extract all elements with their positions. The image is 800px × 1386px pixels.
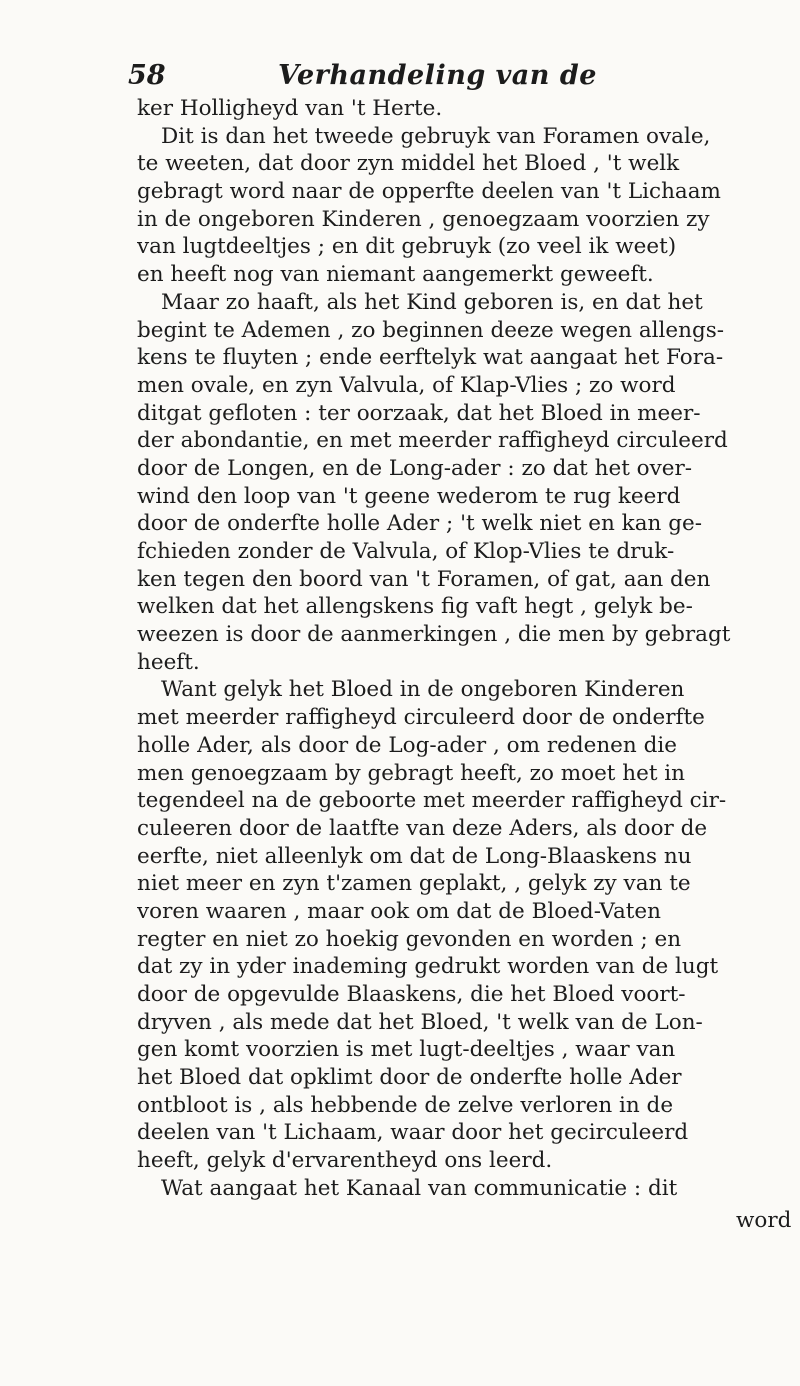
text-line: te weeten, dat door zyn middel het Bloed , 't welk bbox=[137, 151, 680, 177]
text-line: van lugtdeeltjes ; en dit gebruyk (zo veel ik weet) bbox=[137, 234, 677, 260]
text-line: ontbloot is , als hebbende de zelve verloren in de bbox=[137, 1092, 674, 1118]
text-line: ker Holligheyd van 't Herte. bbox=[137, 96, 443, 121]
text-line: tegendeel na de geboorte met meerder raffigheyd cir- bbox=[137, 788, 727, 814]
running-head: Verhandeling van de bbox=[278, 60, 597, 91]
text-line: deelen van 't Lichaam, waar door het gecirculeerd bbox=[137, 1120, 689, 1146]
text-line: Wat aangaat het Kanaal van communicatie : dit bbox=[161, 1175, 678, 1201]
text-line: door de Longen, en de Long-ader : zo dat het over- bbox=[137, 455, 693, 481]
text-line: gebragt word naar de opperfte deelen van 't Lichaam bbox=[137, 179, 721, 205]
text-line: weezen is door de aanmerkingen , die men by gebragt bbox=[137, 622, 731, 648]
text-line: ditgat gefloten : ter oorzaak, dat het Bloed in meer- bbox=[137, 400, 701, 426]
text-line: men ovale, en zyn Valvula, of Klap-Vlies ; zo word bbox=[137, 372, 676, 398]
page-number: 58 bbox=[128, 60, 166, 91]
text-line: door de opgevulde Blaaskens, die het Bloed voort- bbox=[137, 982, 686, 1007]
text-line: niet meer en zyn t'zamen geplakt, , gelyk zy van te bbox=[137, 871, 691, 897]
page-header bbox=[128, 60, 688, 100]
text-line: eerfte, niet alleenlyk om dat de Long-Blaaskens nu bbox=[137, 843, 692, 869]
text-line: culeeren door de laatfte van deze Aders, als door de bbox=[137, 815, 708, 841]
body-text bbox=[137, 95, 795, 1203]
text-line: Dit is dan het tweede gebruyk van Foramen ovale, bbox=[161, 123, 711, 149]
catchword: word bbox=[736, 1208, 792, 1233]
text-line: kens te fluyten ; ende eerftelyk wat aangaat het Fora- bbox=[137, 345, 724, 371]
text-line: wind den loop van 't geene wederom te rug keerd bbox=[137, 483, 681, 509]
text-line: in de ongeboren Kinderen , genoegzaam voorzien zy bbox=[137, 206, 710, 232]
text-line: en heeft nog van niemant aangemerkt geweeft. bbox=[137, 262, 654, 288]
text-line: welken dat het allengskens fig vaft hegt , gelyk be- bbox=[137, 594, 693, 620]
text-line: men genoegzaam by gebragt heeft, zo moet het in bbox=[137, 760, 686, 786]
text-line: dryven , als mede dat het Bloed, 't welk van de Lon- bbox=[137, 1009, 703, 1035]
text-line: heeft. bbox=[137, 649, 200, 675]
text-line: holle Ader, als door de Log-ader , om redenen die bbox=[137, 732, 677, 758]
text-line: ken tegen den boord van 't Foramen, of gat, aan den bbox=[137, 566, 711, 592]
text-line: begint te Ademen , zo beginnen deeze wegen allengs- bbox=[137, 317, 725, 343]
text-line: regter en niet zo hoekig gevonden en worden ; en bbox=[137, 926, 682, 952]
text-line: het Bloed dat opklimt door de onderfte holle Ader bbox=[137, 1065, 682, 1091]
text-line: met meerder raffigheyd circuleerd door de onderfte bbox=[137, 705, 705, 731]
text-line: Want gelyk het Bloed in de ongeboren Kinderen bbox=[161, 677, 685, 703]
text-line: fchieden zonder de Valvula, of Klop-Vlies te druk- bbox=[137, 539, 675, 564]
text-line: Maar zo haaft, als het Kind geboren is, en dat het bbox=[161, 289, 703, 315]
text-line: dat zy in yder inademing gedrukt worden van de lugt bbox=[137, 954, 719, 980]
text-line: door de onderfte holle Ader ; 't welk niet en kan ge- bbox=[137, 511, 702, 537]
text-line: heeft, gelyk d'ervarentheyd ons leerd. bbox=[137, 1148, 553, 1174]
text-line: gen komt voorzien is met lugt-deeltjes , waar van bbox=[137, 1037, 676, 1063]
text-line: voren waaren , maar ook om dat de Bloed-Vaten bbox=[137, 898, 661, 924]
text-line: der abondantie, en met meerder raffigheyd circuleerd bbox=[137, 428, 728, 454]
